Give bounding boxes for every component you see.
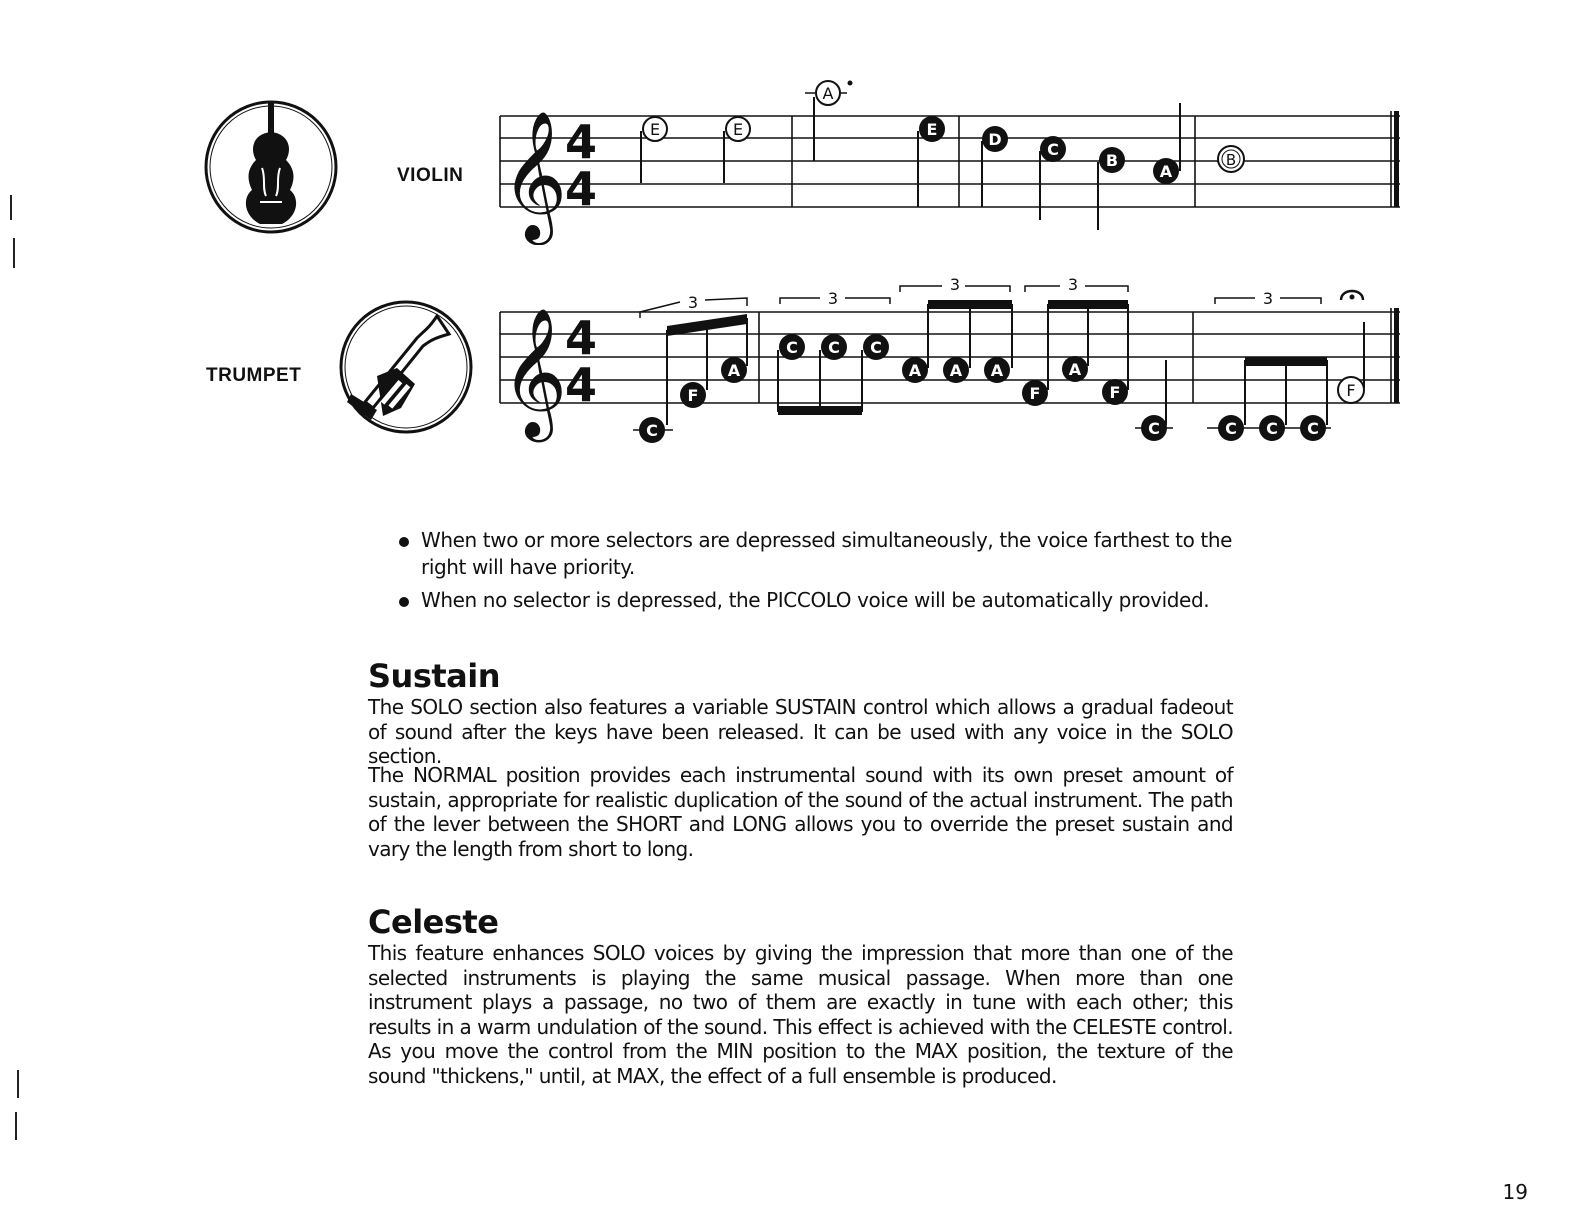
violin-icon <box>202 98 340 236</box>
note <box>1218 415 1244 441</box>
note <box>943 357 969 383</box>
bullet-icon <box>399 597 409 607</box>
svg-text:D: D <box>988 130 1002 149</box>
svg-text:A: A <box>727 361 741 380</box>
note <box>721 357 747 383</box>
note <box>1338 377 1364 403</box>
svg-text:A: A <box>822 84 834 103</box>
note <box>1153 158 1179 184</box>
svg-text:B: B <box>1225 151 1237 169</box>
svg-text:E: E <box>926 120 938 139</box>
note <box>1040 136 1066 162</box>
trumpet-label: TRUMPET <box>206 365 302 386</box>
paragraph: The SOLO section also features a variable SUSTAIN control which allows a gradual fadeout of sound after the keys have been released. It can be used with any voice in the SOLO section. <box>368 695 1233 768</box>
paragraph: This feature enhances SOLO voices by giving the impression that more than one of the selected instruments is playing the same musical passage. When more than one instrument plays a passage, no two of them are exactly in tune with each other; this results in a warm undulation of the sound. This effect is achieved with the CELESTE control. As you move the control from the MIN position to the MAX position, the texture of the sound "thickens," until, at MAX, the effect of a full ensemble is produced. <box>368 941 1233 1088</box>
margin-mark <box>15 1112 17 1140</box>
svg-text:C: C <box>786 338 798 357</box>
svg-text:C: C <box>828 338 840 357</box>
svg-text:E: E <box>649 120 661 139</box>
paragraph: The NORMAL position provides each instrumental sound with its own preset amount of sustain, appropriate for realistic duplication of the sound of the actual instrument. The path of the lever between the SHORT and LONG allows you to override the preset sustain and vary the length from short to long. <box>368 763 1233 861</box>
note <box>863 334 889 360</box>
svg-text:A: A <box>990 361 1004 380</box>
triplet-mark: 3 <box>1067 275 1079 294</box>
svg-text:F: F <box>687 386 699 405</box>
violin-label: VIOLIN <box>397 165 464 186</box>
note <box>1218 146 1244 172</box>
note <box>902 357 928 383</box>
bullet-item <box>405 527 1245 581</box>
margin-mark <box>17 1070 19 1098</box>
triplet-mark: 3 <box>827 289 839 308</box>
note <box>982 126 1008 152</box>
bullet-icon <box>399 537 409 547</box>
triplet-mark: 3 <box>949 275 961 294</box>
time-signature-top: 4 <box>565 311 598 365</box>
time-signature-top: 4 <box>565 115 598 169</box>
svg-text:E: E <box>732 120 744 139</box>
note <box>1259 415 1285 441</box>
bullet-text: When two or more selectors are depressed simultaneously, the voice farthest to the right will have priority. <box>421 528 1232 579</box>
svg-text:C: C <box>1148 419 1160 438</box>
svg-text:F: F <box>1109 383 1121 402</box>
section-heading-sustain: Sustain <box>368 657 501 695</box>
note <box>726 117 750 141</box>
svg-text:C: C <box>646 421 658 440</box>
note <box>816 81 840 105</box>
triplet-mark: 3 <box>687 293 699 312</box>
trumpet-icon <box>337 298 475 436</box>
svg-text:A: A <box>1159 162 1173 181</box>
time-signature-bottom: 4 <box>565 162 598 216</box>
note <box>1300 415 1326 441</box>
treble-clef: 𝄞 <box>501 110 568 240</box>
note <box>1102 379 1128 405</box>
bullet-text: When no selector is depressed, the PICCOLO voice will be automatically provided. <box>421 588 1210 612</box>
note <box>821 334 847 360</box>
note <box>1022 380 1048 406</box>
triplet-mark: 3 <box>1262 289 1274 308</box>
svg-text:A: A <box>908 361 922 380</box>
note <box>643 117 667 141</box>
time-signature-bottom: 4 <box>565 358 598 412</box>
svg-text:C: C <box>1047 140 1059 159</box>
page-number: 19 <box>1502 1180 1528 1204</box>
note <box>779 334 805 360</box>
svg-text:C: C <box>1307 419 1319 438</box>
violin-staff <box>495 75 1405 245</box>
trumpet-staff <box>495 270 1405 450</box>
note <box>919 116 945 142</box>
svg-text:C: C <box>1225 419 1237 438</box>
margin-mark <box>10 195 12 220</box>
svg-text:F: F <box>1346 381 1356 400</box>
svg-text:A: A <box>949 361 963 380</box>
section-heading-celeste: Celeste <box>368 903 499 941</box>
svg-text:A: A <box>1068 360 1082 379</box>
svg-text:C: C <box>1266 419 1278 438</box>
margin-mark <box>13 238 15 268</box>
note <box>639 417 665 443</box>
note <box>1141 415 1167 441</box>
svg-text:F: F <box>1029 384 1041 403</box>
svg-text:B: B <box>1105 151 1119 170</box>
bullet-item <box>405 587 1245 614</box>
note <box>1062 356 1088 382</box>
note <box>680 382 706 408</box>
treble-clef: 𝄞 <box>501 307 568 437</box>
note <box>984 357 1010 383</box>
svg-text:C: C <box>870 338 882 357</box>
note <box>1099 147 1125 173</box>
